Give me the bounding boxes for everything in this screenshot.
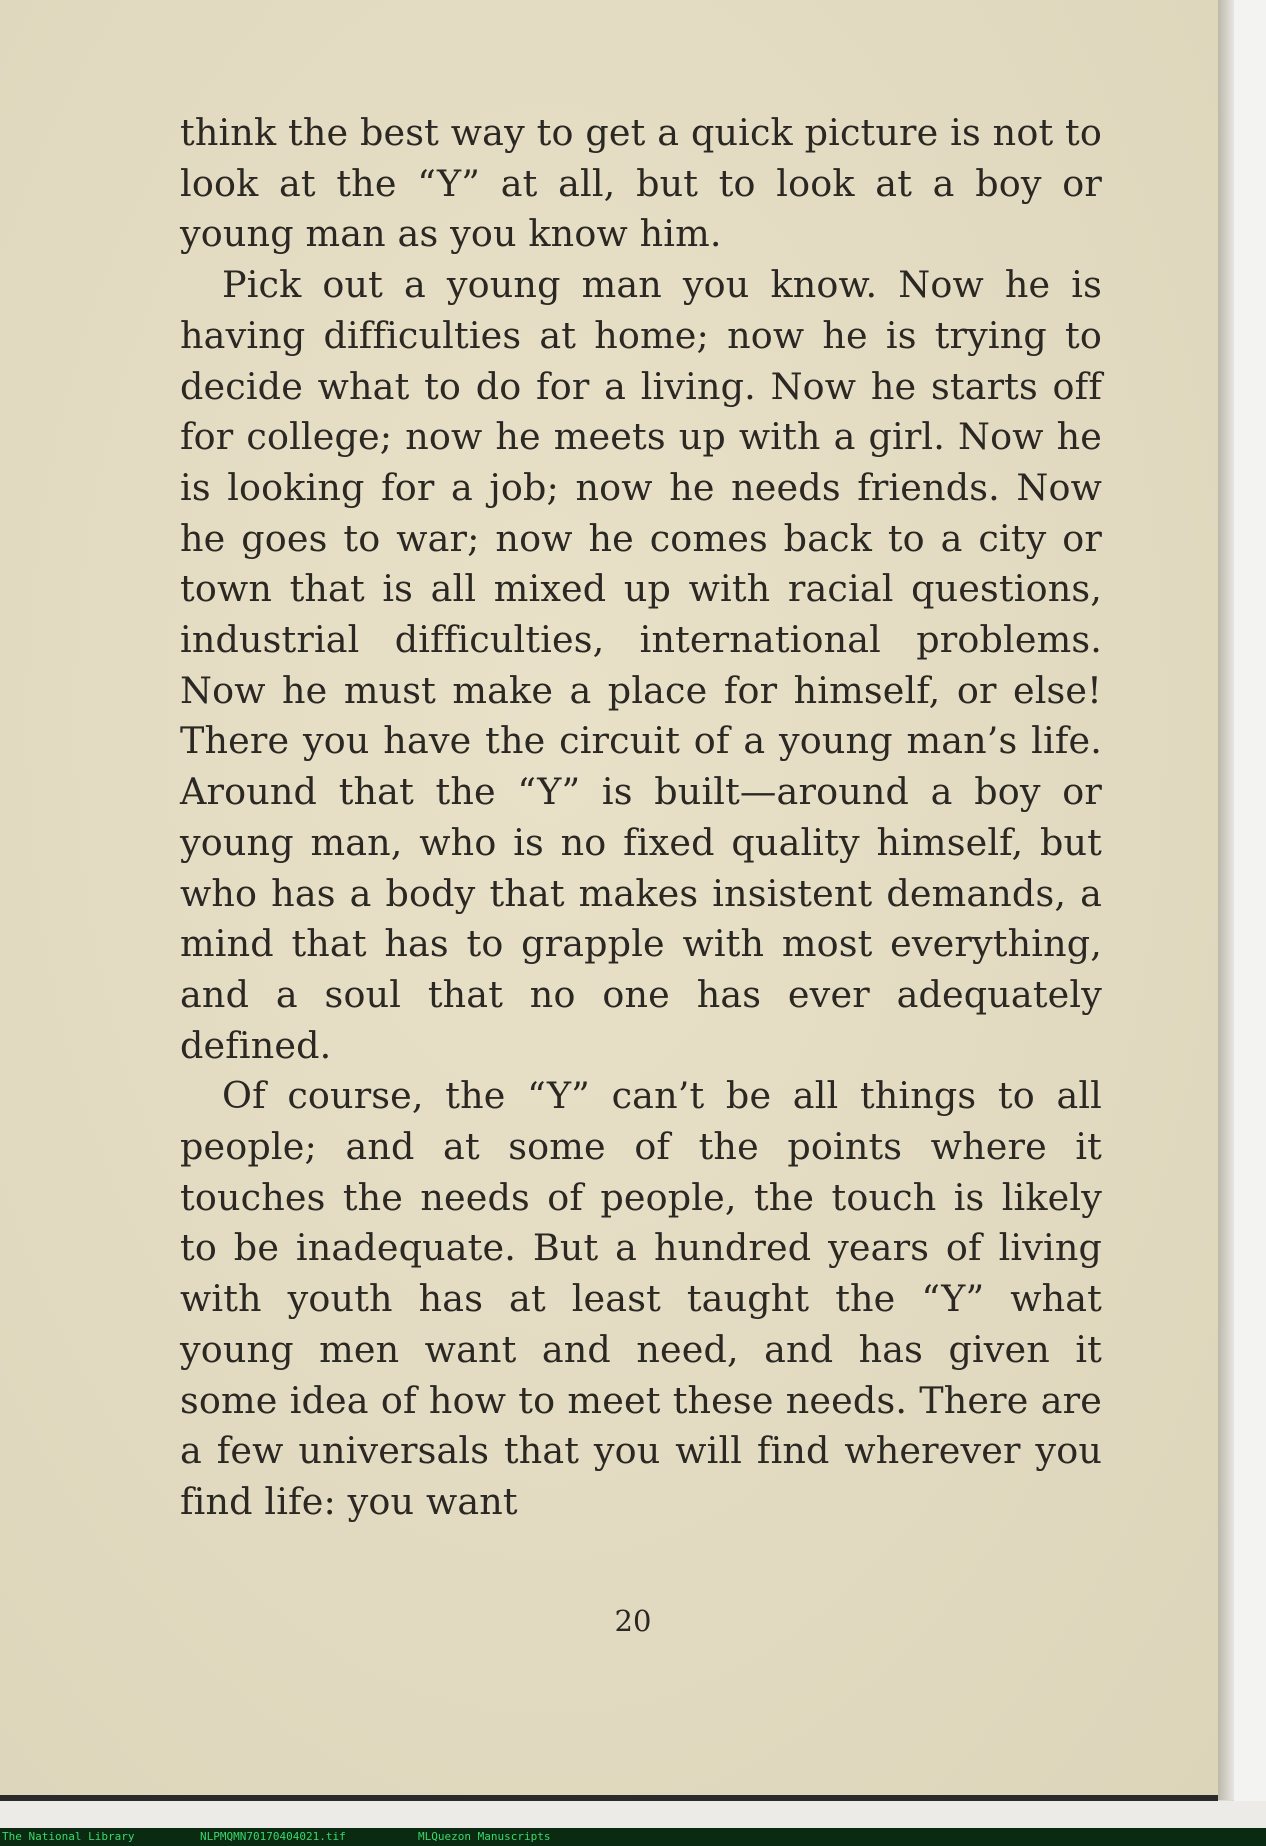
page-number: 20 <box>614 1604 652 1638</box>
paragraph-3: Of course, the “Y” can’t be all things to all people; and at some of the points where it touches the needs of people, the touch is likely to be inadequate. But a hundred years of living with youth has at least taught the “Y” what young men want and need, and has given it some idea of how to meet these needs. There are a few universals that you will find wherever you find life: you want <box>180 1074 1102 1523</box>
footer-filename: NLPMQMN70170404021.tif <box>200 1830 346 1843</box>
archive-footer-bar <box>0 1828 1266 1846</box>
bottom-margin <box>0 1801 1266 1828</box>
body-text <box>180 108 1102 1528</box>
page-edge-shadow <box>1218 0 1234 1800</box>
paragraph-1: think the best way to get a quick picture is not to look at the “Y” at all, but to look at a boy or young man as you know him. <box>180 111 1102 256</box>
paragraph-2: Pick out a young man you know. Now he is having difficulties at home; now he is trying to decide what to do for a living. Now he starts off for college; now he meets up with a girl. Now he is looking for a job; now he needs friends. Now he goes to war; now he comes back to a city or town that is all mixed up with racial questions, industrial difficulties, international problems. Now he must make a place for himself, or else! There you have the circuit of a young man’s life. Around that the “Y” is built—around a boy or young man, who is no fixed quality himself, but who has a body that makes insistent demands, a mind that has to grapple with most everything, and a soul that no one has ever adequately defined. <box>180 263 1102 1067</box>
footer-library: The National Library <box>2 1830 135 1843</box>
scan-background-edge <box>1234 0 1266 1830</box>
footer-collection: MLQuezon Manuscripts <box>418 1830 551 1843</box>
